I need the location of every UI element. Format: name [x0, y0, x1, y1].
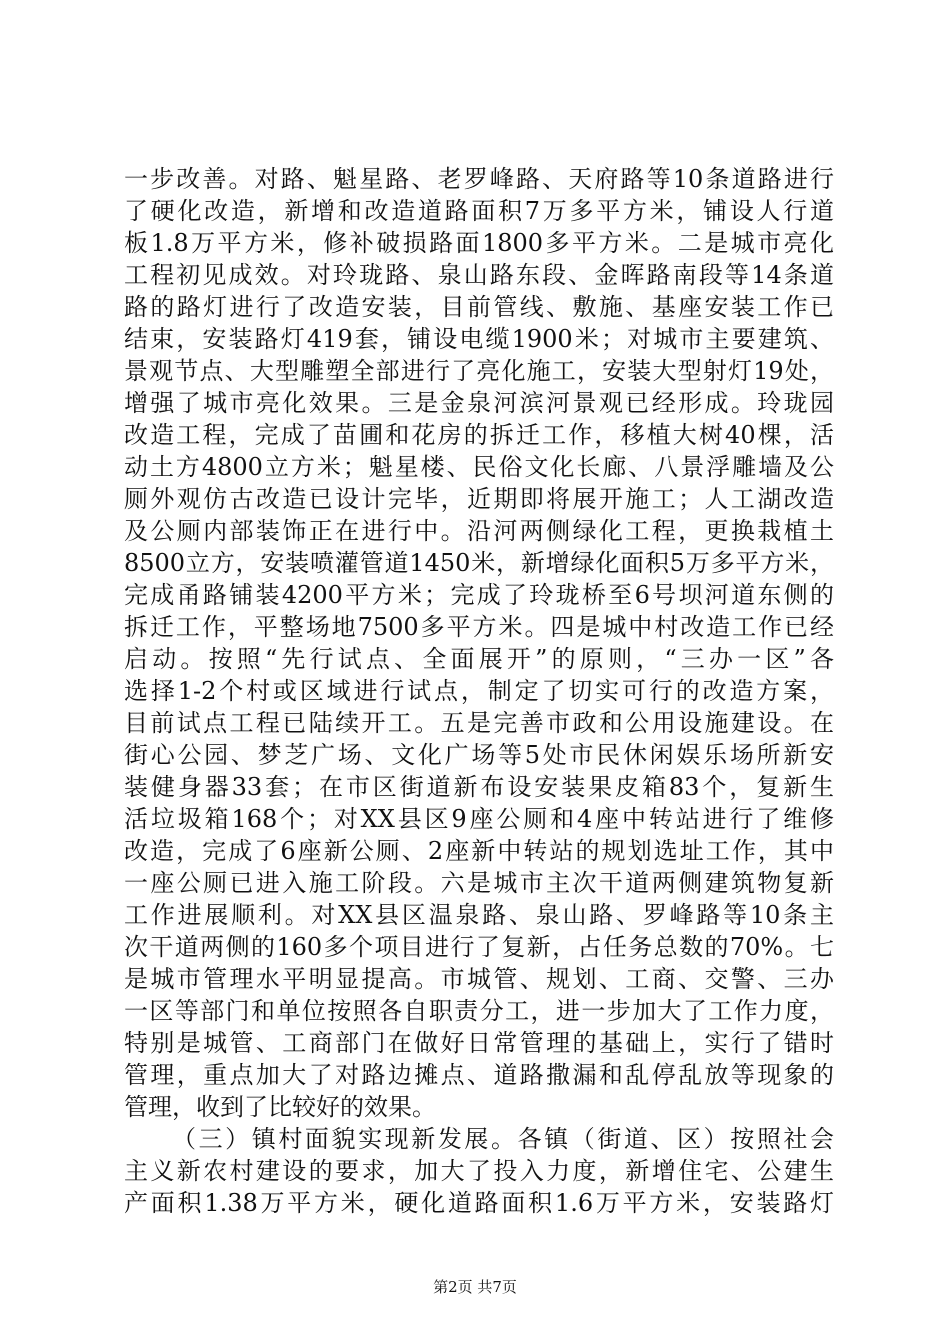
page-number-footer: 第2页 共7页 [433, 1278, 517, 1296]
text-line: 工程初见成效。对玲珑路、泉山路东段、金晖路南段等14条道 [124, 261, 834, 289]
text-line: 改造工程，完成了苗圃和花房的拆迁工作，移植大树40棵，活 [124, 421, 834, 449]
text-line: 次干道两侧的160多个项目进行了复新，占任务总数的70%。七 [124, 933, 834, 961]
text-line: 特别是城管、工商部门在做好日常管理的基础上，实行了错时 [124, 1029, 834, 1057]
text-line: 一步改善。对路、魁星路、老罗峰路、天府路等10条道路进行 [124, 165, 834, 193]
text-line: 活垃圾箱168个；对XX县区9座公厕和4座中转站进行了维修 [124, 805, 834, 833]
text-line: 街心公园、梦芝广场、文化广场等5处市民休闲娱乐场所新安 [124, 741, 834, 769]
text-line: 8500立方，安装喷灌管道1450米，新增绿化面积5万多平方米， [124, 549, 834, 577]
text-line: 工作进展顺利。对XX县区温泉路、泉山路、罗峰路等10条主 [124, 901, 834, 929]
text-line: 启动。按照“先行试点、全面展开”的原则，“三办一区”各 [124, 645, 834, 673]
text-line: 板1.8万平方米，修补破损路面1800多平方米。二是城市亮化 [124, 229, 834, 257]
text-line: 及公厕内部装饰正在进行中。沿河两侧绿化工程，更换栽植土 [124, 517, 834, 545]
text-line: 管理，重点加大了对路边摊点、道路撒漏和乱停乱放等现象的 [124, 1061, 834, 1089]
text-line: 一区等部门和单位按照各自职责分工，进一步加大了工作力度， [124, 997, 834, 1025]
text-line: 是城市管理水平明显提高。市城管、规划、工商、交警、三办 [124, 965, 834, 993]
text-line: 主义新农村建设的要求，加大了投入力度，新增住宅、公建生 [124, 1157, 834, 1185]
text-line: 改造，完成了6座新公厕、2座新中转站的规划选址工作，其中 [124, 837, 834, 865]
text-line: 目前试点工程已陆续开工。五是完善市政和公用设施建设。在 [124, 709, 834, 737]
text-line: 拆迁工作，平整场地7500多平方米。四是城中村改造工作已经 [124, 613, 834, 641]
text-line: 结束，安装路灯419套，铺设电缆1900米；对城市主要建筑、 [124, 325, 834, 353]
text-line: 了硬化改造，新增和改造道路面积7万多平方米，铺设人行道 [124, 197, 834, 225]
document-body [124, 163, 834, 1219]
text-line: 一座公厕已进入施工阶段。六是城市主次干道两侧建筑物复新 [124, 869, 834, 897]
paragraph-end-line: 管理，收到了比较好的效果。 [124, 1093, 436, 1121]
text-line: 景观节点、大型雕塑全部进行了亮化施工，安装大型射灯19处， [124, 357, 834, 385]
text-line: 路的路灯进行了改造安装，目前管线、敷施、基座安装工作已 [124, 293, 834, 321]
text-line: 完成甬路铺装4200平方米；完成了玲珑桥至6号坝河道东侧的 [124, 581, 834, 609]
text-line: 厕外观仿古改造已设计完毕，近期即将展开施工；人工湖改造 [124, 485, 834, 513]
section-heading-line: （三）镇村面貌实现新发展。各镇（街道、区）按照社会 [172, 1125, 834, 1153]
text-line: 装健身器33套；在市区街道新布设安装果皮箱83个，复新生 [124, 773, 834, 801]
text-line: 产面积1.38万平方米，硬化道路面积1.6万平方米，安装路灯 [124, 1189, 834, 1217]
text-line: 动土方4800立方米；魁星楼、民俗文化长廊、八景浮雕墙及公 [124, 453, 834, 481]
text-line: 选择1-2个村或区域进行试点，制定了切实可行的改造方案， [124, 677, 834, 705]
text-line: 增强了城市亮化效果。三是金泉河滨河景观已经形成。玲珑园 [124, 389, 834, 417]
